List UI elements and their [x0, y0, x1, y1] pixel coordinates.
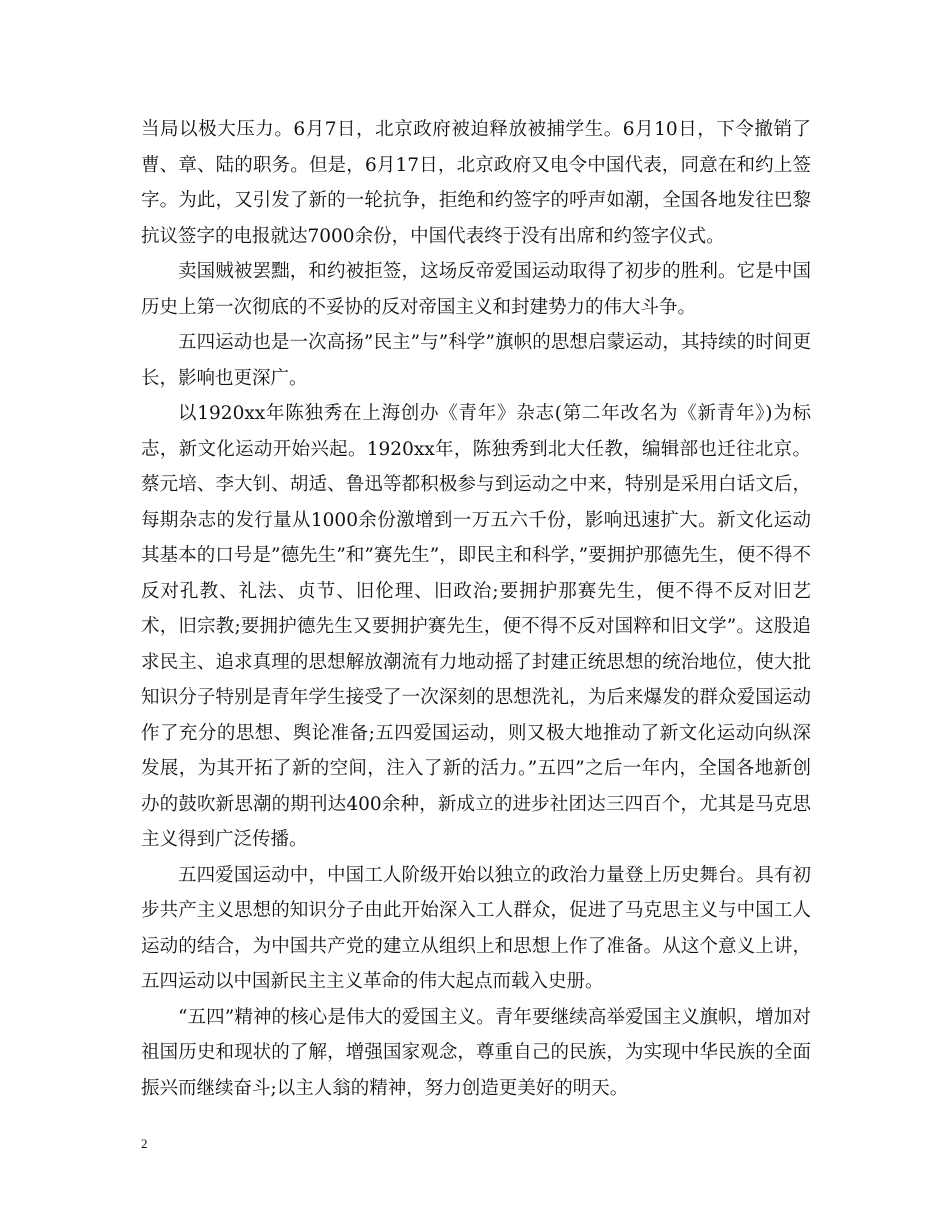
- paragraph-continuation: 当局以极大压力。6月7日，北京政府被迫释放被捕学生。6月10日，下令撤销了曹、章、陆的职务。但是，6月17日，北京政府又电令中国代表，同意在和约上签字。为此，又引发了新的一轮抗争，拒绝和约签字的呼声如潮，全国各地发往巴黎抗议签字的电报就达7000余份，中国代表终于没有出席和约签字仪式。: [141, 119, 811, 247]
- paragraph-working-class: 五四爱国运动中，中国工人阶级开始以独立的政治力量登上历史舞台。具有初步共产主义思想的知识分子由此开始深入工人群众，促进了马克思主义与中国工人运动的结合，为中国共产党的建立从组织上和思想上作了准备。从这个意义上讲，五四运动以中国新民主主义革命的伟大起点而载入史册。: [141, 864, 811, 992]
- paragraph-enlightenment: 五四运动也是一次高扬”民主”与”科学”旗帜的思想启蒙运动，其持续的时间更长，影响也更深广。: [141, 332, 811, 389]
- paragraph-new-culture-movement: 以1920xx年陈独秀在上海创办《青年》杂志(第二年改名为《新青年》)为标志，新文化运动开始兴起。1920xx年，陈独秀到北大任教，编辑部也迁往北京。蔡元培、李大钊、胡适、鲁迅等都积极参与到运动之中来，特别是采用白话文后，每期杂志的发行量从1000余份激增到一万五六千份，影响迅速扩大。新文化运动其基本的口号是”德先生”和”赛先生”，即民主和科学，”要拥护那德先生，便不得不反对孔教、礼法、贞节、旧伦理、旧政治;要拥护那赛先生，便不得不反对旧艺术，旧宗教;要拥护德先生又要拥护赛先生，便不得不反对国粹和旧文学”。这股追求民主、追求真理的思想解放潮流有力地动摇了封建正统思想的统治地位，使大批知识分子特别是青年学生接受了一次深刻的思想洗礼，为后来爆发的群众爱国运动作了充分的思想、舆论准备;五四爱国运动，则又极大地推动了新文化运动向纵深发展，为其开拓了新的空间，注入了新的活力。”五四”之后一年内，全国各地新创办的鼓吹新思潮的期刊达400余种，新成立的进步社团达三四百个，尤其是马克思主义得到广泛传播。: [141, 403, 811, 850]
- page-number: 2: [141, 1136, 148, 1151]
- paragraph-victory: 卖国贼被罢黜，和约被拒签，这场反帝爱国运动取得了初步的胜利。它是中国历史上第一次彻底的不妥协的反对帝国主义和封建势力的伟大斗争。: [141, 261, 811, 318]
- paragraph-may-fourth-spirit: “五四”精神的核心是伟大的爱国主义。青年要继续高举爱国主义旗帜，增加对祖国历史和现状的了解，增强国家观念，尊重自己的民族，为实现中华民族的全面振兴而继续奋斗;以主人翁的精神，努力创造更美好的明天。: [141, 1006, 811, 1099]
- body-text: [141, 112, 811, 1106]
